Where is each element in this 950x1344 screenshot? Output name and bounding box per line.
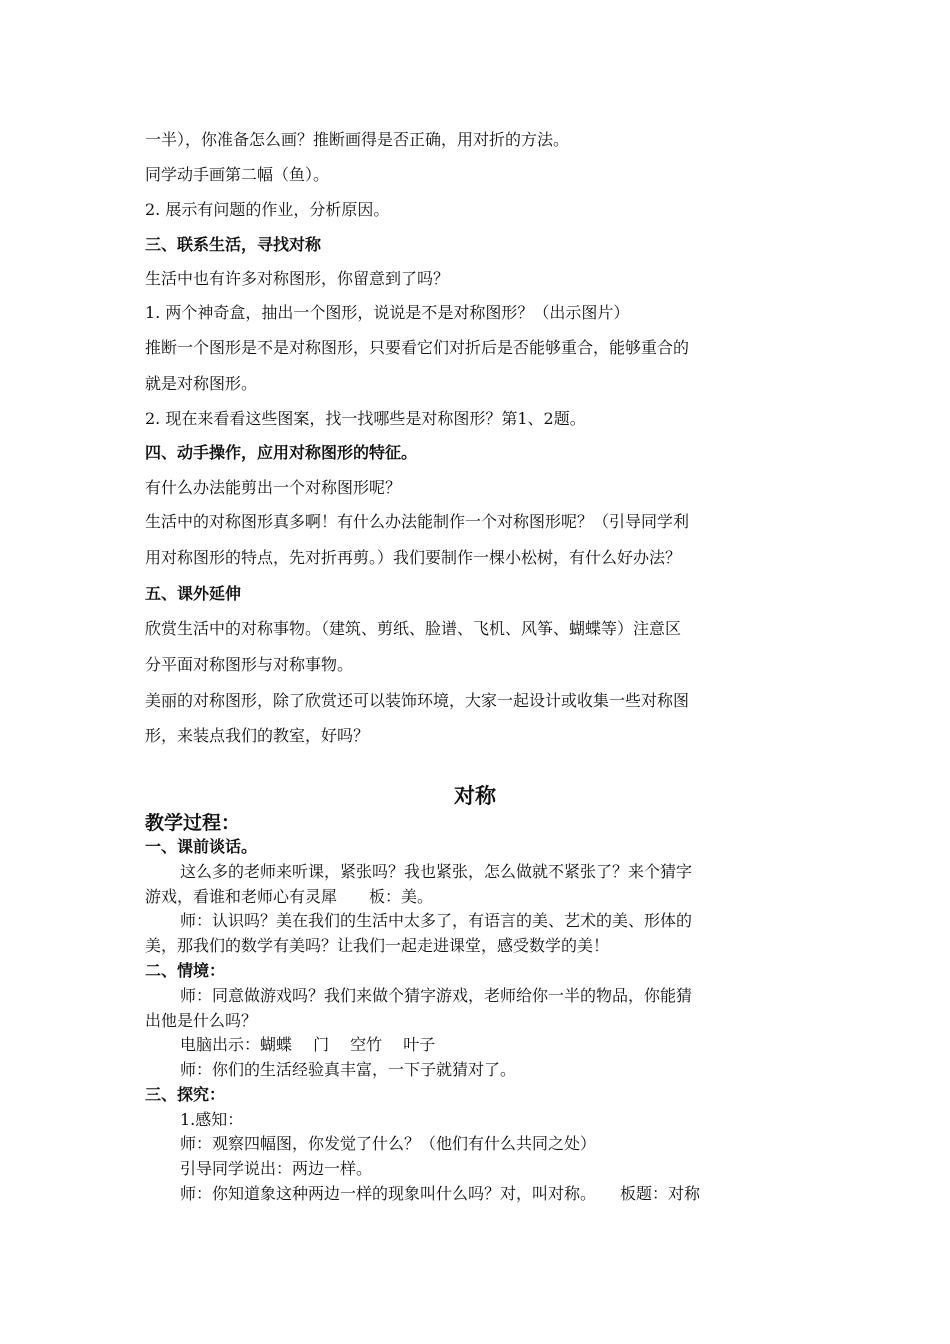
paragraph: 1. 两个神奇盒，抽出一个图形，说说是不是对称图形？（出示图片）	[145, 303, 630, 322]
paragraph: 师：观察四幅图，你发觉了什么？（他们有什么共同之处）	[180, 1134, 597, 1153]
paragraph: 师：你知道象这种两边一样的现象叫什么吗？对，叫对称。 板题：对称	[180, 1184, 701, 1203]
section-heading: 一、课前谈话。	[145, 837, 258, 856]
paragraph: 一半），你准备怎么画？推断画得是否正确，用对折的方法。	[145, 130, 570, 149]
paragraph: 师：同意做游戏吗？我们来做个猜字游戏，老师给你一半的物品，你能猜	[180, 986, 693, 1005]
paragraph: 师：你们的生活经验真丰富，一下子就猜对了。	[180, 1060, 517, 1079]
process-heading: 教学过程：	[145, 812, 241, 834]
paragraph: 师：认识吗？美在我们的生活中太多了，有语言的美、艺术的美、形体的	[180, 911, 693, 930]
paragraph: 游戏，看谁和老师心有灵犀 板：美。	[145, 887, 434, 906]
paragraph: 引导同学说出：两边一样。	[180, 1159, 373, 1178]
paragraph: 欣赏生活中的对称事物。（建筑、剪纸、脸谱、飞机、风筝、蝴蝶等）注意区	[145, 619, 682, 638]
page-title: 对称	[454, 784, 496, 808]
paragraph: 2. 现在来看看这些图案，找一找哪些是对称图形？第1、2题。	[145, 409, 586, 428]
section-heading: 五、课外延伸	[145, 584, 242, 603]
paragraph: 美，那我们的数学有美吗？让我们一起走进课堂，感受数学的美！	[145, 936, 610, 955]
paragraph: 出他是什么吗？	[145, 1011, 258, 1030]
paragraph: 1.感知：	[180, 1110, 244, 1129]
section-heading: 二、情境：	[145, 961, 226, 980]
paragraph: 电脑出示：蝴蝶 门 空竹 叶子	[180, 1035, 436, 1054]
paragraph: 分平面对称图形与对称事物。	[145, 655, 354, 674]
section-heading: 三、探究：	[145, 1085, 226, 1104]
paragraph: 2. 展示有问题的作业，分析原因。	[145, 200, 390, 219]
section-heading: 四、动手操作，应用对称图形的特征。	[145, 443, 418, 462]
paragraph: 美丽的对称图形，除了欣赏还可以装饰环境，大家一起设计或收集一些对称图	[145, 691, 690, 710]
paragraph: 生活中也有许多对称图形，你留意到了吗？	[145, 269, 450, 288]
section-heading: 三、联系生活，寻找对称	[145, 235, 322, 254]
paragraph: 这么多的老师来听课，紧张吗？我也紧张，怎么做就不紧张了？来个猜字	[180, 862, 693, 881]
paragraph: 推断一个图形是不是对称图形，只要看它们对折后是否能够重合，能够重合的	[145, 338, 690, 357]
paragraph: 同学动手画第二幅（鱼）。	[145, 165, 330, 184]
paragraph: 形，来装点我们的教室，好吗？	[145, 726, 370, 745]
paragraph: 有什么办法能剪出一个对称图形呢？	[145, 478, 402, 497]
paragraph: 生活中的对称图形真多啊！有什么办法能制作一个对称图形呢？（引导同学利	[145, 512, 690, 531]
paragraph: 用对称图形的特点，先对折再剪。）我们要制作一棵小松树，有什么好办法？	[145, 548, 682, 567]
paragraph: 就是对称图形。	[145, 374, 258, 393]
